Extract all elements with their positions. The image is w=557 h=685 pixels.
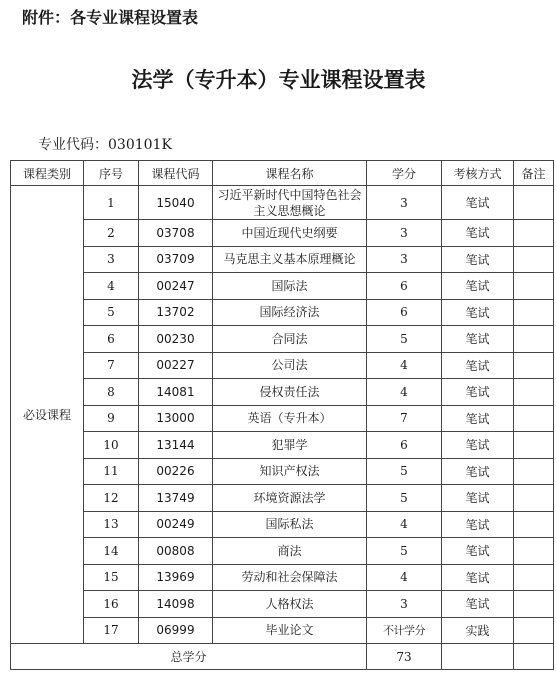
course-code: 13144	[139, 432, 213, 459]
total-row	[11, 644, 554, 670]
exam-method: 笔试	[442, 273, 514, 300]
course-name: 知识产权法	[213, 458, 367, 485]
table-row	[11, 564, 554, 591]
course-note	[514, 458, 554, 485]
course-credit: 3	[367, 186, 442, 220]
table-row	[11, 511, 554, 538]
course-credit: 3	[367, 246, 442, 273]
row-number: 9	[84, 405, 139, 432]
exam-method: 笔试	[442, 405, 514, 432]
course-name: 环境资源法学	[213, 485, 367, 512]
table-row	[11, 352, 554, 379]
row-number: 3	[84, 246, 139, 273]
table-row	[11, 458, 554, 485]
course-note	[514, 220, 554, 247]
exam-method: 笔试	[442, 538, 514, 565]
course-credit: 6	[367, 273, 442, 300]
course-note	[514, 591, 554, 618]
exam-method: 笔试	[442, 299, 514, 326]
course-credit: 不计学分	[367, 617, 442, 644]
row-number: 8	[84, 379, 139, 406]
row-number: 4	[84, 273, 139, 300]
col-header-number: 序号	[84, 161, 139, 186]
course-name: 国际私法	[213, 511, 367, 538]
total-label: 总学分	[11, 644, 367, 670]
course-credit: 4	[367, 511, 442, 538]
course-credit: 5	[367, 326, 442, 353]
course-name: 习近平新时代中国特色社会主义思想概论	[213, 186, 367, 220]
row-number: 12	[84, 485, 139, 512]
course-code: 00249	[139, 511, 213, 538]
course-credit: 6	[367, 432, 442, 459]
course-credit: 4	[367, 379, 442, 406]
total-note-blank	[514, 644, 554, 670]
category-cell: 必设课程	[11, 186, 84, 644]
course-code: 06999	[139, 617, 213, 644]
table-row	[11, 485, 554, 512]
col-header-code: 课程代码	[139, 161, 213, 186]
total-exam-blank	[442, 644, 514, 670]
course-name: 合同法	[213, 326, 367, 353]
course-name: 国际经济法	[213, 299, 367, 326]
course-note	[514, 299, 554, 326]
row-number: 14	[84, 538, 139, 565]
table-row	[11, 405, 554, 432]
course-credit: 3	[367, 591, 442, 618]
table-row	[11, 299, 554, 326]
col-header-exam: 考核方式	[442, 161, 514, 186]
row-number: 6	[84, 326, 139, 353]
course-code: 14098	[139, 591, 213, 618]
course-note	[514, 617, 554, 644]
course-credit: 4	[367, 564, 442, 591]
exam-method: 笔试	[442, 379, 514, 406]
col-header-name: 课程名称	[213, 161, 367, 186]
course-code: 00227	[139, 352, 213, 379]
course-note	[514, 326, 554, 353]
course-code: 14081	[139, 379, 213, 406]
course-note	[514, 538, 554, 565]
course-code: 03709	[139, 246, 213, 273]
row-number: 5	[84, 299, 139, 326]
course-table	[10, 160, 554, 670]
course-name: 公司法	[213, 352, 367, 379]
course-code: 00226	[139, 458, 213, 485]
table-row	[11, 617, 554, 644]
course-name: 商法	[213, 538, 367, 565]
course-name: 犯罪学	[213, 432, 367, 459]
course-code: 13749	[139, 485, 213, 512]
exam-method: 笔试	[442, 458, 514, 485]
row-number: 2	[84, 220, 139, 247]
course-code: 13702	[139, 299, 213, 326]
course-credit: 5	[367, 458, 442, 485]
course-credit: 3	[367, 220, 442, 247]
course-name: 劳动和社会保障法	[213, 564, 367, 591]
exam-method: 笔试	[442, 432, 514, 459]
course-code: 03708	[139, 220, 213, 247]
table-row	[11, 220, 554, 247]
course-credit: 6	[367, 299, 442, 326]
course-note	[514, 405, 554, 432]
col-header-credit: 学分	[367, 161, 442, 186]
course-credit: 5	[367, 485, 442, 512]
exam-method: 笔试	[442, 326, 514, 353]
course-note	[514, 379, 554, 406]
course-code: 13969	[139, 564, 213, 591]
row-number: 1	[84, 186, 139, 220]
attachment-label: 附件：各专业课程设置表	[22, 8, 199, 27]
course-credit: 5	[367, 538, 442, 565]
row-number: 17	[84, 617, 139, 644]
course-name: 中国近现代史纲要	[213, 220, 367, 247]
course-name: 侵权责任法	[213, 379, 367, 406]
row-number: 13	[84, 511, 139, 538]
course-name: 国际法	[213, 273, 367, 300]
course-note	[514, 432, 554, 459]
exam-method: 笔试	[442, 352, 514, 379]
exam-method: 笔试	[442, 186, 514, 220]
course-name: 英语（专升本）	[213, 405, 367, 432]
exam-method: 笔试	[442, 564, 514, 591]
course-name: 毕业论文	[213, 617, 367, 644]
table-row	[11, 186, 554, 220]
exam-method: 笔试	[442, 591, 514, 618]
major-code-value: 030101K	[108, 137, 172, 153]
major-code-line	[38, 134, 172, 154]
course-name: 马克思主义基本原理概论	[213, 246, 367, 273]
table-header-row	[11, 161, 554, 186]
exam-method: 笔试	[442, 246, 514, 273]
course-note	[514, 273, 554, 300]
table-row	[11, 273, 554, 300]
row-number: 11	[84, 458, 139, 485]
row-number: 16	[84, 591, 139, 618]
exam-method: 实践	[442, 617, 514, 644]
row-number: 7	[84, 352, 139, 379]
course-code: 15040	[139, 186, 213, 220]
exam-method: 笔试	[442, 485, 514, 512]
course-credit: 4	[367, 352, 442, 379]
exam-method: 笔试	[442, 511, 514, 538]
row-number: 15	[84, 564, 139, 591]
course-name: 人格权法	[213, 591, 367, 618]
course-code: 00808	[139, 538, 213, 565]
row-number: 10	[84, 432, 139, 459]
table-row	[11, 246, 554, 273]
course-note	[514, 246, 554, 273]
course-credit: 7	[367, 405, 442, 432]
table-row	[11, 591, 554, 618]
table-row	[11, 432, 554, 459]
course-note	[514, 352, 554, 379]
table-row	[11, 379, 554, 406]
page-title: 法学（专升本）专业课程设置表	[131, 67, 426, 92]
course-note	[514, 485, 554, 512]
course-code: 00247	[139, 273, 213, 300]
col-header-note: 备注	[514, 161, 554, 186]
course-note	[514, 564, 554, 591]
exam-method: 笔试	[442, 220, 514, 247]
course-code: 00230	[139, 326, 213, 353]
course-note	[514, 186, 554, 220]
total-credits: 73	[367, 644, 442, 670]
table-row	[11, 326, 554, 353]
course-code: 13000	[139, 405, 213, 432]
table-row	[11, 538, 554, 565]
course-note	[514, 511, 554, 538]
col-header-category: 课程类别	[11, 161, 84, 186]
major-code-label: 专业代码：	[38, 137, 108, 153]
